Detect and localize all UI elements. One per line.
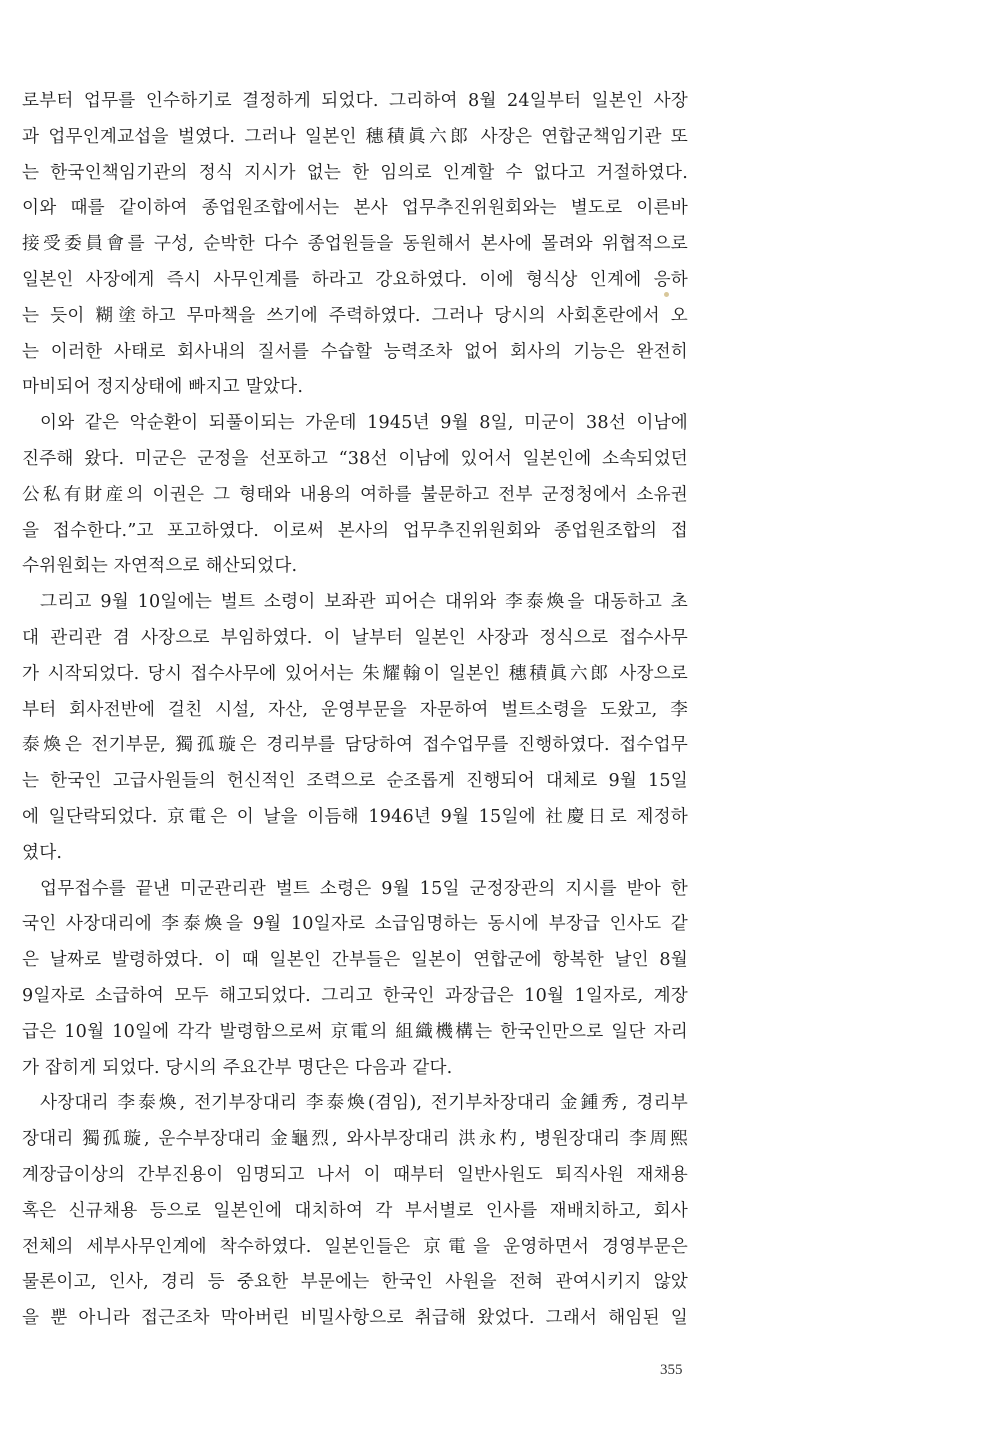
- text-line: 마비되어 정지상태에 빠지고 말았다.: [22, 377, 304, 398]
- text-line: 국인 사장대리에 李泰煥을 9월 10일자로 소급임명하는 동시에 부장급 인사도 같: [22, 914, 688, 935]
- text-line: 전체의 세부사무인계에 착수하였다. 일본인들은 京電을 운영하면서 경영부문은: [22, 1236, 688, 1257]
- text-line: 는 한국인책임기관의 정식 지시가 없는 한 임의로 인계할 수 없다고 거절하였다.: [22, 162, 688, 183]
- text-line: 는 듯이 糊塗하고 무마책을 쓰기에 주력하였다. 그러나 당시의 사회혼란에서 오: [22, 305, 688, 326]
- text-line: 는 이러한 사태로 회사내의 질서를 수습할 능력조차 없어 회사의 기능은 완전히: [22, 341, 688, 362]
- text-line: 는 한국인 고급사원들의 헌신적인 조력으로 순조롭게 진행되어 대체로 9월 15일: [22, 771, 688, 792]
- text-line: 그리고 9월 10일에는 벌트 소령이 보좌관 피어슨 대위와 李泰煥을 대동하고 초: [40, 592, 688, 613]
- page-number: 355: [660, 1362, 683, 1378]
- text-line: 계장급이상의 간부진용이 임명되고 나서 이 때부터 일반사원도 퇴직사원 재채용: [22, 1164, 688, 1185]
- text-line: 과 업무인계교섭을 벌였다. 그러나 일본인 穗積眞六郎 사장은 연합군책임기관 또: [22, 126, 688, 147]
- text-line: 혹은 신규채용 등으로 일본인에 대치하여 각 부서별로 인사를 재배치하고, 회사: [22, 1200, 688, 1221]
- body-text: [22, 84, 688, 1337]
- text-line: 接受委員會를 구성, 순박한 다수 종업원들을 동원해서 본사에 몰려와 위협적으로: [22, 234, 688, 255]
- text-line: 가 잡히게 되었다. 당시의 주요간부 명단은 다음과 같다.: [22, 1057, 453, 1078]
- text-line: 가 시작되었다. 당시 접수사무에 있어서는 朱耀翰이 일본인 穗積眞六郎 사장으로: [22, 663, 688, 684]
- text-line: 대 관리관 겸 사장으로 부임하였다. 이 날부터 일본인 사장과 정식으로 접수사무: [22, 627, 688, 648]
- text-line: 급은 10월 10일에 각각 발령함으로써 京電의 組織機構는 한국인만으로 일단 자리: [22, 1021, 688, 1042]
- text-line: 9일자로 소급하여 모두 해고되었다. 그리고 한국인 과장급은 10월 1일자로, 계장: [22, 985, 688, 1006]
- text-line: 업무접수를 끝낸 미군관리관 벌트 소령은 9월 15일 군정장관의 지시를 받아 한: [40, 878, 688, 899]
- text-line: 泰煥은 전기부문, 獨孤璇은 경리부를 담당하여 접수업무를 진행하였다. 접수업무: [22, 735, 688, 756]
- text-line: 公私有財産의 이권은 그 형태와 내용의 여하를 불문하고 전부 군정청에서 소유권: [22, 484, 688, 505]
- text-line: 일본인 사장에게 즉시 사무인계를 하라고 강요하였다. 이에 형식상 인계에 응하: [22, 269, 688, 290]
- text-line: 사장대리 李泰煥, 전기부장대리 李泰煥(겸임), 전기부차장대리 金鍾秀, 경리부: [40, 1093, 688, 1114]
- text-line: 은 날짜로 발령하였다. 이 때 일본인 간부들은 일본이 연합군에 항복한 날인 8월: [22, 950, 688, 971]
- text-line: 로부터 업무를 인수하기로 결정하게 되었다. 그리하여 8월 24일부터 일본인 사장: [22, 91, 688, 111]
- text-line: 부터 회사전반에 걸친 시설, 자산, 운영부문을 자문하여 벌트소령을 도왔고, 李: [22, 699, 688, 720]
- text-line: 을 뿐 아니라 접근조차 막아버린 비밀사항으로 취급해 왔었다. 그래서 해임된 일: [22, 1308, 688, 1329]
- text-line: 장대리 獨孤璇, 운수부장대리 金龜烈, 와사부장대리 洪永杓, 병원장대리 李周熙: [22, 1129, 688, 1150]
- scan-speck: [664, 292, 669, 297]
- text-line: 진주해 왔다. 미군은 군정을 선포하고 “38선 이남에 있어서 일본인에 소속되었던: [22, 448, 688, 469]
- text-line: 수위원회는 자연적으로 해산되었다.: [22, 556, 298, 577]
- text-line: 이와 때를 같이하여 종업원조합에서는 본사 업무추진위원회와는 별도로 이른바: [22, 198, 688, 219]
- text-line: 물론이고, 인사, 경리 등 중요한 부문에는 한국인 사원을 전혀 관여시키지 않았: [22, 1272, 688, 1293]
- text-line: 에 일단락되었다. 京電은 이 날을 이듬해 1946년 9월 15일에 社慶日로 제정하: [22, 806, 688, 827]
- text-line: 였다.: [22, 842, 63, 863]
- text-line: 을 접수한다.”고 포고하였다. 이로써 본사의 업무추진위원회와 종업원조합의 접: [22, 520, 688, 541]
- text-line: 이와 같은 악순환이 되풀이되는 가운데 1945년 9월 8일, 미군이 38선 이남에: [40, 413, 688, 434]
